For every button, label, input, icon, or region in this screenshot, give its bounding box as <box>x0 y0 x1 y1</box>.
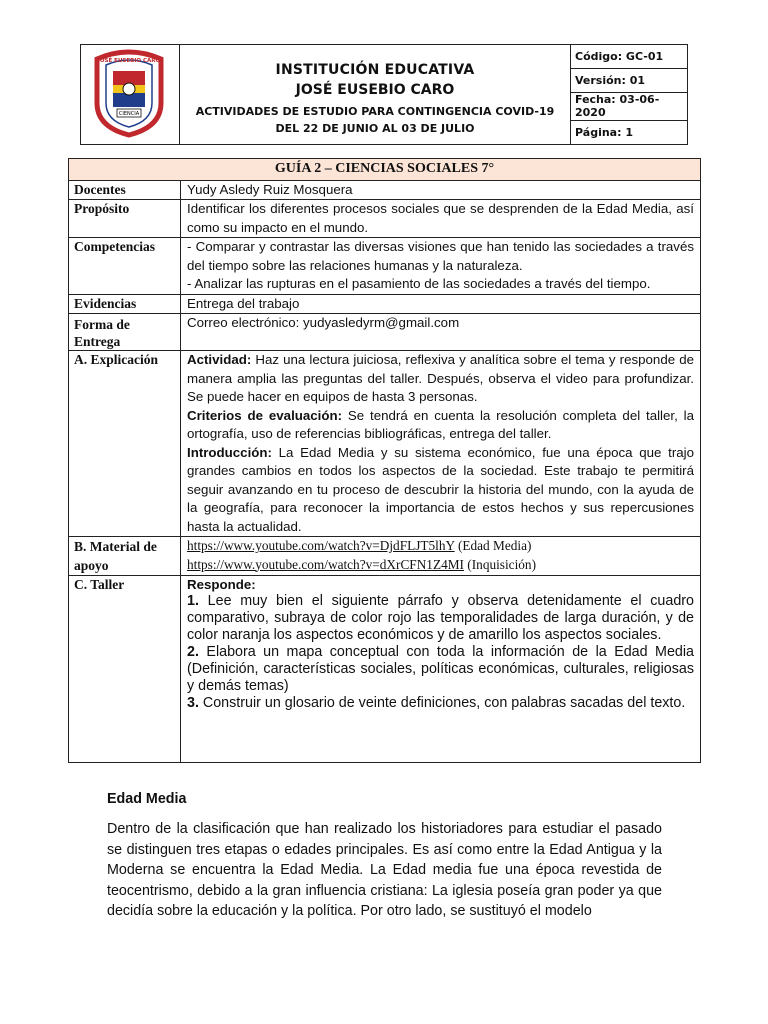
taller-item-1 <box>187 593 694 644</box>
competencia-1: - Comparar y contrastar las diversas visiones que han tenido las sociedades a través del tiempo sobre las relaciones humanas y la naturaleza. <box>187 239 694 273</box>
evidencias-value: Entrega del trabajo <box>181 294 701 314</box>
material-value <box>181 537 701 576</box>
link-row-2 <box>187 556 694 575</box>
forma-entrega-label: Forma de Entrega <box>69 314 181 351</box>
criterios-heading: Criterios de evaluación: <box>187 407 343 423</box>
svg-text:JOSÉ EUSEBIO CARO: JOSÉ EUSEBIO CARO <box>97 58 161 64</box>
forma-entrega-value: Correo electrónico: yudyasledyrm@gmail.com <box>181 314 701 351</box>
section-heading: Edad Media <box>107 791 187 807</box>
item3-number: 3. <box>187 695 199 711</box>
table-row <box>69 351 701 537</box>
proposito-label: Propósito <box>69 200 181 238</box>
guide-title: GUÍA 2 – CIENCIAS SOCIALES 7° <box>69 159 701 181</box>
svg-text:CIENCIA: CIENCIA <box>118 111 140 117</box>
link2-note: (Inquisición) <box>463 556 536 572</box>
criterios-paragraph <box>187 407 694 444</box>
item2-text: Elabora un mapa conceptual con toda la información de la Edad Media (Definición, características sociales, políticas económicas, culturales, religiosas y demás temas) <box>187 644 694 694</box>
link1-note: (Edad Media) <box>454 538 532 553</box>
document-header <box>80 44 688 145</box>
table-row <box>69 537 701 576</box>
video-link-edad-media[interactable]: https://www.youtube.com/watch?v=DjdFLJT5lhY <box>187 538 455 553</box>
section-paragraph: Dentro de la clasificación que han realizado los historiadores para estudiar el pasado se distinguen tres etapas o edades principales. Es así como entre la Edad Antigua y la Moderna se encuentra la Edad Media. La Edad media fue una época revestida de teocentrismo, debido a la gran influencia cristiana: La iglesia poseía gran poder ya que decidía sobre la educación y la política. Por otro lado, se sustituyó el modelo <box>107 821 662 920</box>
version-cell: Versión: 01 <box>571 68 688 92</box>
material-label-text: B. Material de apoyo <box>74 539 157 573</box>
table-row <box>69 314 701 351</box>
responde-text: Responde: <box>187 577 256 592</box>
taller-item-2 <box>187 644 694 695</box>
docentes-label: Docentes <box>69 180 181 200</box>
header-subtitle: ACTIVIDADES DE ESTUDIO PARA CONTINGENCIA COVID-19 <box>195 105 555 118</box>
item1-number: 1. <box>187 593 199 609</box>
criterios-text: Se tendrá en cuenta la resolución completa del taller, la ortografía, uso de referencias bibliográficas, entrega del taller. <box>187 407 694 441</box>
responde-heading <box>187 576 694 593</box>
docentes-value: Yudy Asledy Ruiz Mosquera <box>181 180 701 200</box>
taller-item-3 <box>187 695 694 712</box>
header-title-block <box>180 45 571 145</box>
school-name: JOSÉ EUSEBIO CARO <box>295 82 455 98</box>
taller-label: C. Taller <box>69 576 181 763</box>
actividad-text: Haz una lectura juiciosa, reflexiva y analítica sobre el tema y responde de manera amplia las preguntas del taller. Después, observa el video para profundizar. Se puede hacer en equipos de hasta 3 personas. <box>187 352 694 404</box>
table-row <box>69 576 701 763</box>
material-label <box>69 537 181 576</box>
introduccion-text: La Edad Media y su sistema económico, fue una época que trajo grandes cambios en todos los aspectos de la sociedad. Este trabajo te permitirá seguir avanzando en tu proceso de descubrir la historia del mundo, con la ayuda de la geografía, para reconocer la importancia de estos hechos y sus repercusiones hasta la actualidad. <box>187 444 694 534</box>
table-row <box>69 200 701 238</box>
video-link-inquisicion[interactable]: https://www.youtube.com/watch?v=dXrCFN1Z4MI <box>187 556 464 572</box>
item3-text: Construir un glosario de veinte definiciones, con palabras sacadas del texto. <box>198 695 686 711</box>
item1-text: Lee muy bien el siguiente párrafo y observa detenidamente el cuadro comparativo, subraya de color rojo las temporalidades de larga duración, y de color naranja los aspectos económicos y de amarillo los aspectos sociales. <box>187 593 694 643</box>
item2-number: 2. <box>187 644 199 660</box>
header-dates: DEL 22 DE JUNIO AL 03 DE JULIO <box>275 122 475 135</box>
school-logo-cell <box>81 45 180 145</box>
introduccion-paragraph <box>187 444 694 537</box>
proposito-value: Identificar los diferentes procesos sociales que se desprenden de la Edad Media, así como su impacto en el mundo. <box>181 200 701 238</box>
table-row <box>69 238 701 295</box>
explicacion-label: A. Explicación <box>69 351 181 537</box>
institution-title: INSTITUCIÓN EDUCATIVA <box>275 62 475 78</box>
table-row <box>69 294 701 314</box>
actividad-paragraph <box>187 351 694 407</box>
fecha-cell: Fecha: 03-06-2020 <box>571 92 688 120</box>
taller-value <box>181 576 701 763</box>
school-crest-logo <box>81 45 177 139</box>
table-row <box>69 180 701 200</box>
reading-section <box>107 791 662 922</box>
introduccion-heading: Introducción: <box>187 444 272 460</box>
evidencias-label: Evidencias <box>69 294 181 314</box>
codigo-cell: Código: GC-01 <box>571 45 688 69</box>
pagina-cell: Página: 1 <box>571 121 688 145</box>
actividad-heading: Actividad: <box>187 352 252 367</box>
explicacion-value <box>181 351 701 537</box>
guide-table <box>68 158 701 763</box>
competencias-label: Competencias <box>69 238 181 295</box>
competencias-value <box>181 238 701 295</box>
link-row-1 <box>187 537 694 556</box>
competencia-2: - Analizar las rupturas en el pasamiento de las sociedades a través del tiempo. <box>187 276 651 291</box>
